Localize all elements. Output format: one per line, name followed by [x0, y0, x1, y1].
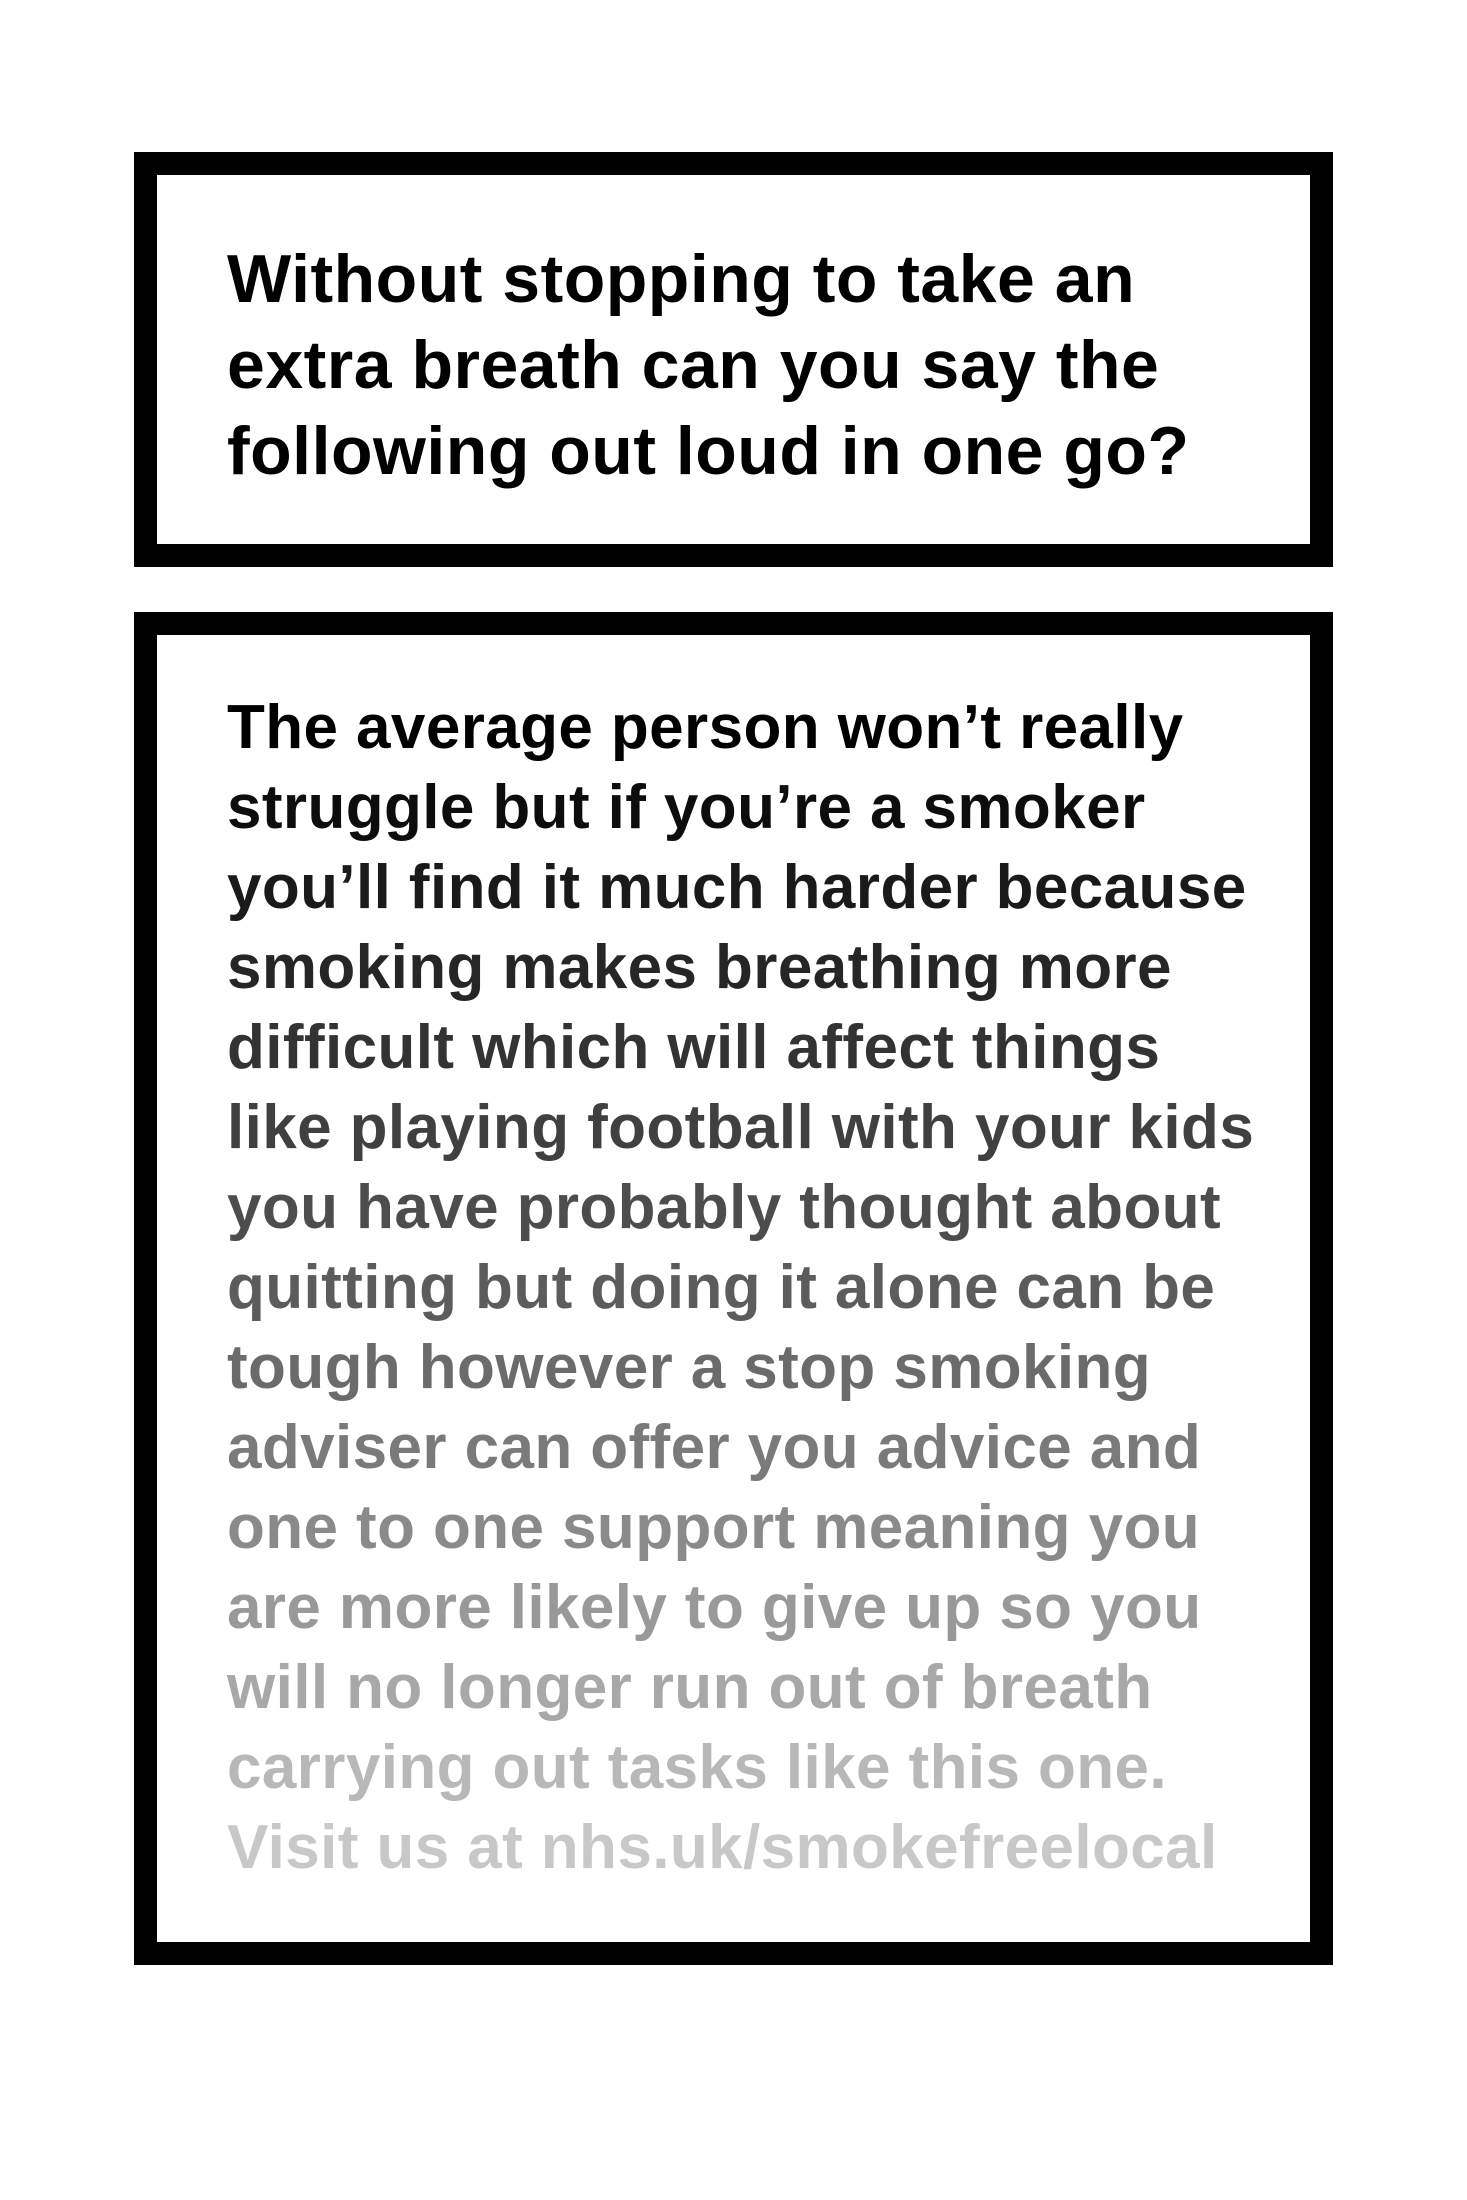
passage-line: like playing football with your kids	[227, 1093, 1255, 1162]
passage-line: quitting but doing it alone can be	[227, 1253, 1216, 1322]
passage-line: one to one support meaning you	[227, 1493, 1200, 1562]
passage-line: will no longer run out of breath	[227, 1653, 1153, 1722]
question-heading	[227, 236, 1287, 494]
question-line: Without stopping to take an	[227, 241, 1136, 317]
passage-line: adviser can offer you advice and	[227, 1413, 1202, 1482]
passage-text	[227, 688, 1307, 1888]
passage-line: Visit us at nhs.uk/smokefreelocal	[227, 1813, 1218, 1882]
question-line: following out loud in one go?	[227, 413, 1190, 489]
passage-line: carrying out tasks like this one.	[227, 1733, 1168, 1802]
passage-line: you have probably thought about	[227, 1173, 1222, 1242]
passage-line: smoking makes breathing more	[227, 933, 1172, 1002]
passage-line: The average person won’t really	[227, 693, 1184, 762]
passage-line: struggle but if you’re a smoker	[227, 773, 1146, 842]
passage-line: you’ll find it much harder because	[227, 853, 1247, 922]
passage-line: are more likely to give up so you	[227, 1573, 1202, 1642]
question-line: extra breath can you say the	[227, 327, 1160, 403]
passage-line: tough however a stop smoking	[227, 1333, 1152, 1402]
passage-line: difficult which will affect things	[227, 1013, 1161, 1082]
